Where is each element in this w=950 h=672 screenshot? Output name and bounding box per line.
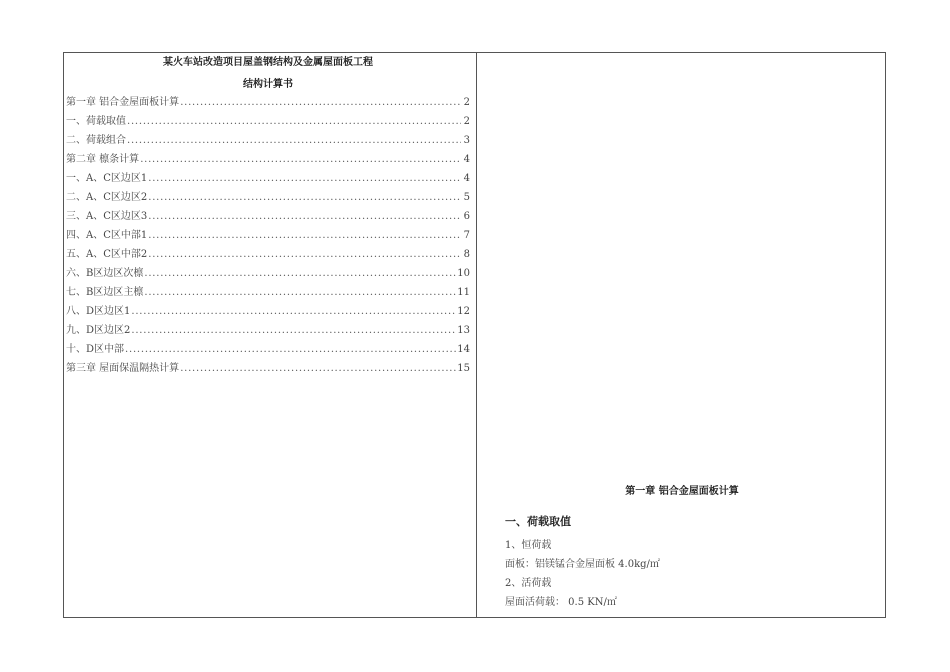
chapter-title: 第一章 铝合金屋面板计算 <box>625 486 739 497</box>
toc-entry[interactable] <box>66 93 470 112</box>
toc-entry-page: 12 <box>457 306 470 317</box>
toc-entry-page: 2 <box>463 97 470 108</box>
toc-entry-page: 4 <box>463 154 470 165</box>
toc-leader-dots <box>127 116 461 127</box>
toc-entry-label: 十、D区中部 <box>66 344 125 355</box>
toc-entry[interactable] <box>66 207 470 226</box>
toc-entry-label: 一、A、C区边区1 <box>66 173 148 184</box>
toc-leader-dots <box>127 135 461 146</box>
toc-leader-dots <box>148 192 461 203</box>
toc-entry-page: 7 <box>463 230 470 241</box>
toc-leader-dots <box>131 306 456 317</box>
toc-leader-dots <box>131 325 456 336</box>
toc-leader-dots <box>125 344 456 355</box>
toc-entry-page: 13 <box>457 325 470 336</box>
body-text-line: 屋面活荷载： 0.5 KN/㎡ <box>505 597 617 608</box>
toc-leader-dots <box>180 97 461 108</box>
toc-entry-page: 11 <box>457 287 470 298</box>
toc-entry-label: 三、A、C区边区3 <box>66 211 148 222</box>
toc-entry-page: 6 <box>463 211 470 222</box>
body-text-line: 1、恒荷载 <box>505 540 552 551</box>
toc-leader-dots <box>144 287 456 298</box>
toc-entry-label: 二、荷载组合 <box>66 135 126 146</box>
toc-entry-page: 8 <box>463 249 470 260</box>
document-title: 某火车站改造项目屋盖钢结构及金属屋面板工程 <box>163 57 373 68</box>
toc-entry[interactable] <box>66 226 470 245</box>
toc-leader-dots <box>180 363 456 374</box>
toc-entry[interactable] <box>66 283 470 302</box>
toc-entry-label: 九、D区边区2 <box>66 325 131 336</box>
toc-leader-dots <box>148 211 461 222</box>
toc-entry-label: 一、荷载取值 <box>66 116 126 127</box>
toc-entry-label: 二、A、C区边区2 <box>66 192 148 203</box>
toc-entry-page: 14 <box>457 344 470 355</box>
toc-entry[interactable] <box>66 264 470 283</box>
toc-entry-page: 2 <box>463 116 470 127</box>
right-page <box>478 52 886 618</box>
body-text-line: 2、活荷载 <box>505 578 552 589</box>
toc-entry[interactable] <box>66 150 470 169</box>
toc-entry-label: 五、A、C区中部2 <box>66 249 148 260</box>
toc-leader-dots <box>144 268 456 279</box>
toc-leader-dots <box>148 249 461 260</box>
toc-entry[interactable] <box>66 302 470 321</box>
toc-entry-page: 4 <box>463 173 470 184</box>
toc-entry-page: 10 <box>457 268 470 279</box>
toc-entry[interactable] <box>66 321 470 340</box>
toc-entry[interactable] <box>66 188 470 207</box>
body-text-line: 面板：铝镁锰合金屋面板 4.0kg/㎡ <box>505 559 660 570</box>
toc-entry-page: 15 <box>457 363 470 374</box>
page-divider <box>476 52 477 618</box>
toc-entry[interactable] <box>66 131 470 150</box>
toc-entry-label: 第二章 檩条计算 <box>66 154 140 165</box>
toc-leader-dots <box>140 154 461 165</box>
toc-entry-label: 七、B区边区主檩 <box>66 287 144 298</box>
toc-entry-label: 第一章 铝合金屋面板计算 <box>66 97 180 108</box>
left-page <box>66 56 470 374</box>
toc-entry-label: 第三章 屋面保温隔热计算 <box>66 363 180 374</box>
toc-entry[interactable] <box>66 245 470 264</box>
section-title: 一、荷载取值 <box>505 515 571 528</box>
toc-entry-label: 四、A、C区中部1 <box>66 230 148 241</box>
toc-entry[interactable] <box>66 112 470 131</box>
toc-entry-label: 六、B区边区次檩 <box>66 268 144 279</box>
table-of-contents <box>66 93 470 378</box>
document-subtitle: 结构计算书 <box>243 79 293 90</box>
toc-entry[interactable] <box>66 169 470 188</box>
toc-entry[interactable] <box>66 340 470 359</box>
toc-entry-label: 八、D区边区1 <box>66 306 131 317</box>
toc-leader-dots <box>148 230 461 241</box>
toc-entry-page: 3 <box>463 135 470 146</box>
toc-entry-page: 5 <box>463 192 470 203</box>
toc-entry[interactable] <box>66 359 470 378</box>
toc-leader-dots <box>148 173 461 184</box>
